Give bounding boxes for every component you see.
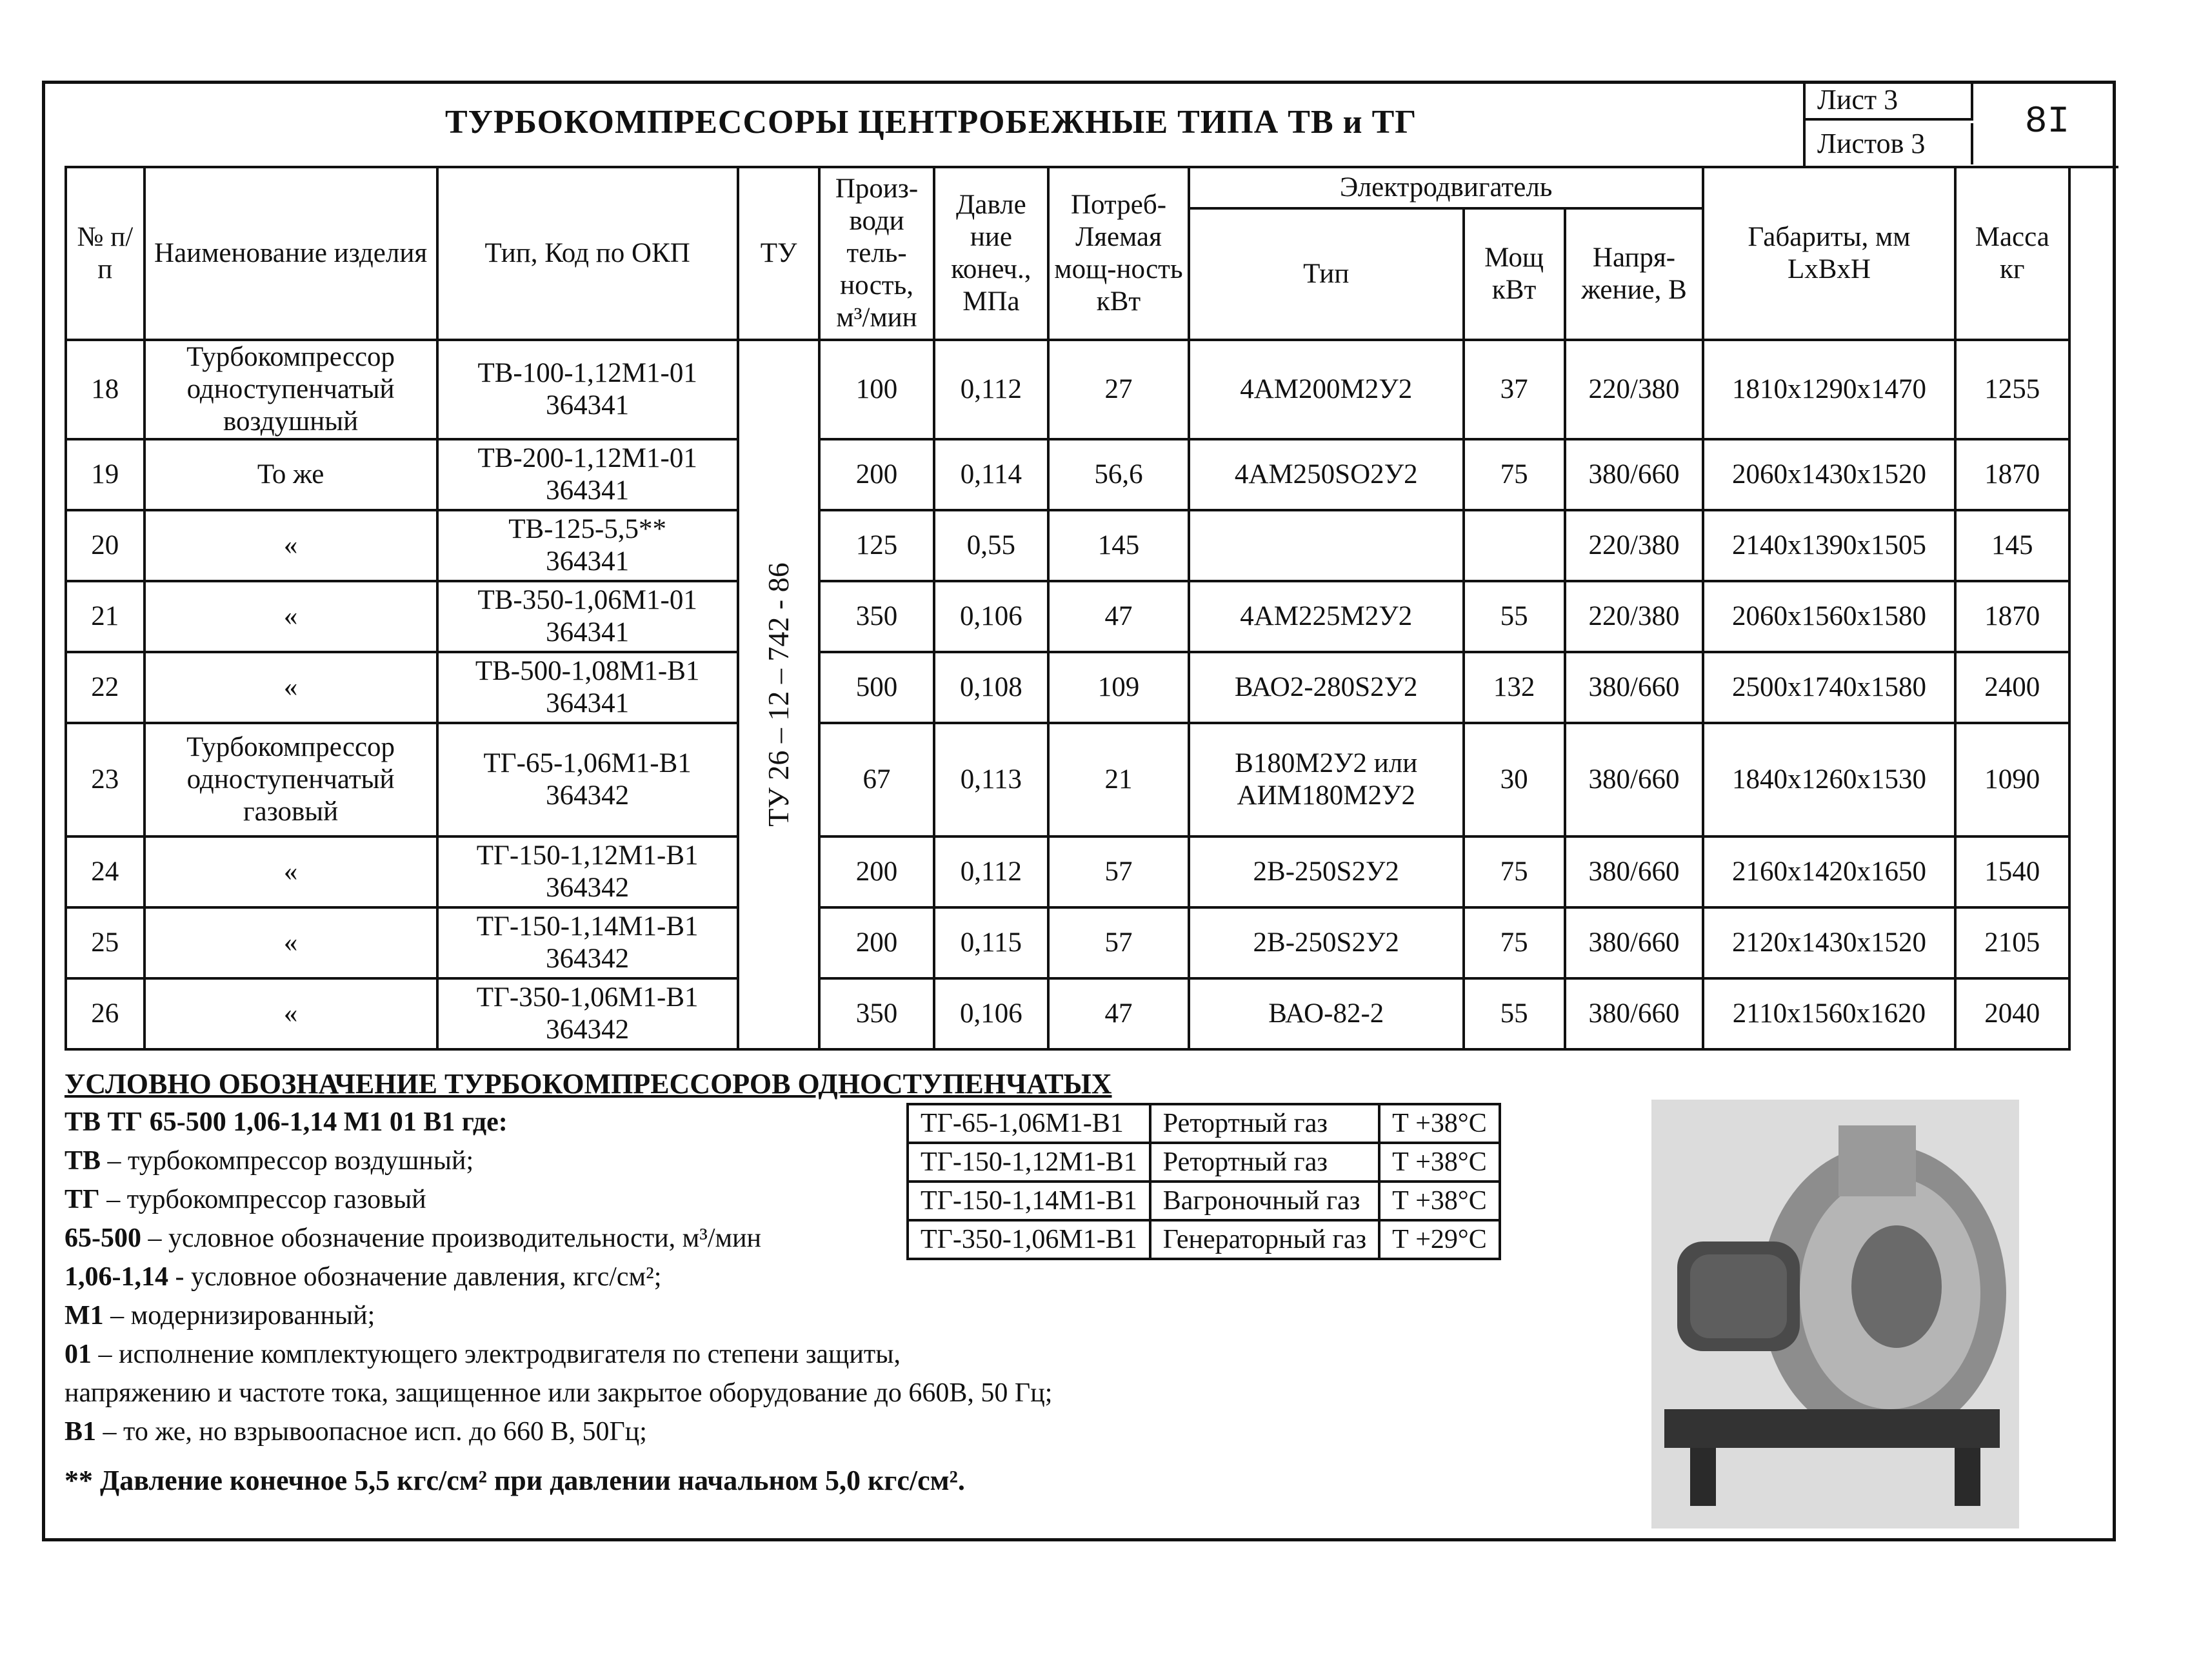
header-motor-type: Тип <box>1189 208 1464 340</box>
cell-type <box>437 581 738 652</box>
cell-num: 22 <box>66 652 144 723</box>
okp-code: 364341 <box>546 688 630 718</box>
gas-cell-temp: Т +38°С <box>1379 1143 1500 1182</box>
gas-cell-type: ТГ-150-1,14М1-В1 <box>908 1182 1150 1220</box>
table-row <box>66 723 2069 836</box>
cell-capacity: 200 <box>819 439 933 510</box>
table-row <box>66 340 2069 439</box>
cell-name: « <box>144 510 437 581</box>
cell-motor-type: 2В-250S2У2 <box>1189 907 1464 978</box>
cell-motor-power <box>1464 510 1565 581</box>
okp-code: 364341 <box>546 617 630 648</box>
cell-type <box>437 723 738 836</box>
cell-pressure: 0,108 <box>934 652 1048 723</box>
cell-dims: 1840x1260x1530 <box>1703 723 1955 836</box>
cell-dims: 2110x1560x1620 <box>1703 978 1955 1049</box>
header-name: Наименование изделия <box>144 167 437 340</box>
cell-pressure: 0,115 <box>934 907 1048 978</box>
cell-dims: 2120x1430x1520 <box>1703 907 1955 978</box>
legend-key: ТГ <box>65 1185 100 1214</box>
cell-dims: 2060x1560x1580 <box>1703 581 1955 652</box>
cell-capacity: 200 <box>819 836 933 907</box>
header-tu: ТУ <box>738 167 820 340</box>
cell-type <box>437 340 738 439</box>
page-title: ТУРБОКОМПРЕССОРЫ ЦЕНТРОБЕЖНЫЕ ТИПА ТВ и ТГ <box>445 104 1417 141</box>
gas-cell-type: ТГ-65-1,06М1-В1 <box>908 1104 1150 1143</box>
okp-code: 364341 <box>546 546 630 577</box>
cell-voltage: 380/660 <box>1565 836 1704 907</box>
cell-mass: 1870 <box>1955 581 2069 652</box>
cell-voltage: 380/660 <box>1565 439 1704 510</box>
cell-tu <box>738 340 820 1049</box>
cell-mass: 2040 <box>1955 978 2069 1049</box>
legend-key: ТВ <box>65 1146 101 1176</box>
cell-pressure: 0,55 <box>934 510 1048 581</box>
page-number: 8I <box>2024 101 2070 143</box>
cell-num: 23 <box>66 723 144 836</box>
legend-key: М1 <box>65 1301 104 1331</box>
header-type: Тип, Код по ОКП <box>437 167 738 340</box>
cell-dims: 2500x1740x1580 <box>1703 652 1955 723</box>
gas-cell-gas: Генераторный газ <box>1150 1220 1379 1259</box>
cell-voltage: 380/660 <box>1565 907 1704 978</box>
legend-line <box>65 1296 1161 1335</box>
cell-pressure: 0,112 <box>934 340 1048 439</box>
gas-cell-temp: Т +29°С <box>1379 1220 1500 1259</box>
cell-num: 21 <box>66 581 144 652</box>
cell-capacity: 100 <box>819 340 933 439</box>
legend-text: – турбокомпрессор газовый <box>99 1185 426 1214</box>
gas-row <box>908 1104 1500 1143</box>
cell-motor-power: 132 <box>1464 652 1565 723</box>
cell-motor-type: ВАО2-280S2У2 <box>1189 652 1464 723</box>
okp-code: 364341 <box>546 475 630 506</box>
legend-text: – то же, но взрывоопасное исп. до 660 В, 50Гц; <box>96 1417 647 1447</box>
legend-line <box>65 1412 1161 1451</box>
cell-type <box>437 907 738 978</box>
header-motor-power: Мощ кВт <box>1464 208 1565 340</box>
cell-dims: 2160x1420x1650 <box>1703 836 1955 907</box>
header-capacity: Произ-води тель-ность, м³/мин <box>819 167 933 340</box>
cell-capacity: 350 <box>819 978 933 1049</box>
type-code: ТВ-350-1,06М1-01 <box>477 585 697 615</box>
okp-code: 364342 <box>546 1014 630 1045</box>
table-row <box>66 978 2069 1049</box>
legend-line <box>65 1374 1161 1412</box>
tu-value: ТУ 26 – 12 – 742 - 86 <box>762 562 795 827</box>
cell-pressure: 0,112 <box>934 836 1048 907</box>
type-code: ТВ-100-1,12М1-01 <box>477 358 697 388</box>
cell-power-use: 47 <box>1048 978 1189 1049</box>
legend-key: 01 <box>65 1340 92 1369</box>
cell-name: Турбокомпрессор одноступенчатый воздушный <box>144 340 437 439</box>
cell-num: 20 <box>66 510 144 581</box>
cell-power-use: 145 <box>1048 510 1189 581</box>
cell-name: « <box>144 581 437 652</box>
cell-pressure: 0,106 <box>934 581 1048 652</box>
type-code: ТВ-200-1,12М1-01 <box>477 443 697 473</box>
cell-motor-power: 75 <box>1464 439 1565 510</box>
table-row <box>66 907 2069 978</box>
cell-type <box>437 978 738 1049</box>
compressor-table <box>65 166 2071 1051</box>
header-num: № п/п <box>66 167 144 340</box>
cell-motor-power: 55 <box>1464 978 1565 1049</box>
header-dims: Габариты, мм LxBxH <box>1703 167 1955 340</box>
table-row <box>66 581 2069 652</box>
sheet-box <box>1803 81 2118 168</box>
header-power-use: Потреб-Ляемая мощ-ность кВт <box>1048 167 1189 340</box>
cell-voltage: 220/380 <box>1565 581 1704 652</box>
cell-name: « <box>144 907 437 978</box>
type-code: ТГ-150-1,14М1-В1 <box>476 911 699 942</box>
header-pressure: Давле ние конеч., МПа <box>934 167 1048 340</box>
table-row <box>66 836 2069 907</box>
gas-cell-type: ТГ-150-1,12М1-В1 <box>908 1143 1150 1182</box>
cell-mass: 1870 <box>1955 439 2069 510</box>
legend-example: ТВ ТГ 65-500 1,06-1,14 М1 01 В1 где: <box>65 1107 508 1137</box>
legend-text: - условное обозначение давления, кгс/см²; <box>168 1262 662 1292</box>
cell-motor-power: 75 <box>1464 907 1565 978</box>
header-motor-voltage: Напря-жение, В <box>1565 208 1704 340</box>
cell-pressure: 0,114 <box>934 439 1048 510</box>
gas-cell-gas: Ретортный газ <box>1150 1104 1379 1143</box>
okp-code: 364341 <box>546 390 630 420</box>
legend-text: – турбокомпрессор воздушный; <box>101 1146 474 1176</box>
cell-motor-type: 2В-250S2У2 <box>1189 836 1464 907</box>
cell-pressure: 0,113 <box>934 723 1048 836</box>
cell-type <box>437 652 738 723</box>
cell-voltage: 380/660 <box>1565 978 1704 1049</box>
type-code: ТГ-350-1,06М1-В1 <box>476 982 699 1013</box>
legend-text: – условное обозначение производительности, м³/мин <box>141 1223 762 1253</box>
table-row <box>66 510 2069 581</box>
cell-motor-power: 30 <box>1464 723 1565 836</box>
cell-type <box>437 439 738 510</box>
gas-row <box>908 1143 1500 1182</box>
gas-row <box>908 1182 1500 1220</box>
cell-pressure: 0,106 <box>934 978 1048 1049</box>
sheet-label: Лист 3 <box>1806 81 1973 121</box>
cell-mass: 2400 <box>1955 652 2069 723</box>
gas-cell-temp: Т +38°С <box>1379 1104 1500 1143</box>
cell-motor-power: 37 <box>1464 340 1565 439</box>
cell-capacity: 350 <box>819 581 933 652</box>
legend-text: – исполнение комплектующего электродвигателя по степени защиты, <box>92 1340 901 1369</box>
okp-code: 364342 <box>546 873 630 903</box>
type-code: ТВ-500-1,08М1-В1 <box>475 656 700 686</box>
header-motor: Электродвигатель <box>1189 167 1704 208</box>
okp-code: 364342 <box>546 780 630 811</box>
cell-num: 25 <box>66 907 144 978</box>
legend-title: УСЛОВНО ОБОЗНАЧЕНИЕ ТУРБОКОМПРЕССОРОВ ОДНОСТУПЕНЧАТЫХ <box>65 1068 1112 1100</box>
compressor-photo <box>1651 1100 2019 1528</box>
cell-mass: 145 <box>1955 510 2069 581</box>
legend-key: В1 <box>65 1417 97 1447</box>
legend-key: 1,06-1,14 <box>65 1262 168 1292</box>
legend-line <box>65 1335 1161 1374</box>
cell-name: « <box>144 652 437 723</box>
cell-motor-type: 4АМ250SO2У2 <box>1189 439 1464 510</box>
cell-type <box>437 836 738 907</box>
cell-voltage: 380/660 <box>1565 652 1704 723</box>
cell-motor-power: 55 <box>1464 581 1565 652</box>
cell-dims: 2140x1390x1505 <box>1703 510 1955 581</box>
cell-motor-type: ВАО-82-2 <box>1189 978 1464 1049</box>
legend-text: – модернизированный; <box>103 1301 375 1331</box>
cell-power-use: 47 <box>1048 581 1189 652</box>
type-code: ТГ-150-1,12М1-В1 <box>476 840 699 871</box>
cell-name: То же <box>144 439 437 510</box>
cell-power-use: 57 <box>1048 907 1189 978</box>
cell-dims: 1810x1290x1470 <box>1703 340 1955 439</box>
cell-power-use: 109 <box>1048 652 1189 723</box>
cell-dims: 2060x1430x1520 <box>1703 439 1955 510</box>
cell-type <box>437 510 738 581</box>
cell-voltage: 220/380 <box>1565 340 1704 439</box>
cell-power-use: 21 <box>1048 723 1189 836</box>
type-code: ТВ-125-5,5** <box>508 514 667 544</box>
cell-voltage: 220/380 <box>1565 510 1704 581</box>
table-row <box>66 652 2069 723</box>
cell-num: 18 <box>66 340 144 439</box>
cell-capacity: 500 <box>819 652 933 723</box>
cell-num: 26 <box>66 978 144 1049</box>
cell-name: « <box>144 978 437 1049</box>
gas-cell-type: ТГ-350-1,06М1-В1 <box>908 1220 1150 1259</box>
cell-num: 24 <box>66 836 144 907</box>
type-code: ТГ-65-1,06М1-В1 <box>483 748 692 778</box>
gas-row <box>908 1220 1500 1259</box>
cell-mass: 2105 <box>1955 907 2069 978</box>
gas-cell-gas: Ретортный газ <box>1150 1143 1379 1182</box>
okp-code: 364342 <box>546 944 630 974</box>
cell-power-use: 27 <box>1048 340 1189 439</box>
cell-motor-type: 4АМ225М2У2 <box>1189 581 1464 652</box>
cell-motor-type <box>1189 510 1464 581</box>
table-row <box>66 439 2069 510</box>
cell-num: 19 <box>66 439 144 510</box>
cell-power-use: 57 <box>1048 836 1189 907</box>
cell-voltage: 380/660 <box>1565 723 1704 836</box>
cell-power-use: 56,6 <box>1048 439 1189 510</box>
cell-capacity: 200 <box>819 907 933 978</box>
sheets-total-label: Листов 3 <box>1806 123 1973 164</box>
gas-cell-gas: Вагроночный газ <box>1150 1182 1379 1220</box>
cell-name: « <box>144 836 437 907</box>
cell-mass: 1540 <box>1955 836 2069 907</box>
cell-mass: 1255 <box>1955 340 2069 439</box>
footnote: ** Давление конечное 5,5 кгс/см² при давлении начальном 5,0 кгс/см². <box>65 1465 965 1496</box>
cell-motor-power: 75 <box>1464 836 1565 907</box>
cell-capacity: 125 <box>819 510 933 581</box>
cell-motor-type: В180М2У2 или АИМ180М2У2 <box>1189 723 1464 836</box>
legend-key: 65-500 <box>65 1223 141 1253</box>
cell-capacity: 67 <box>819 723 933 836</box>
cell-mass: 1090 <box>1955 723 2069 836</box>
header-mass: Масса кг <box>1955 167 2069 340</box>
gas-cell-temp: Т +38°С <box>1379 1182 1500 1220</box>
cell-name: Турбокомпрессор одноступенчатый газовый <box>144 723 437 836</box>
legend-text: напряжению и частоте тока, защищенное или закрытое оборудование до 660В, 50 Гц; <box>65 1378 1053 1408</box>
gas-table <box>906 1103 1501 1260</box>
legend-line <box>65 1258 1161 1296</box>
cell-motor-type: 4АМ200М2У2 <box>1189 340 1464 439</box>
